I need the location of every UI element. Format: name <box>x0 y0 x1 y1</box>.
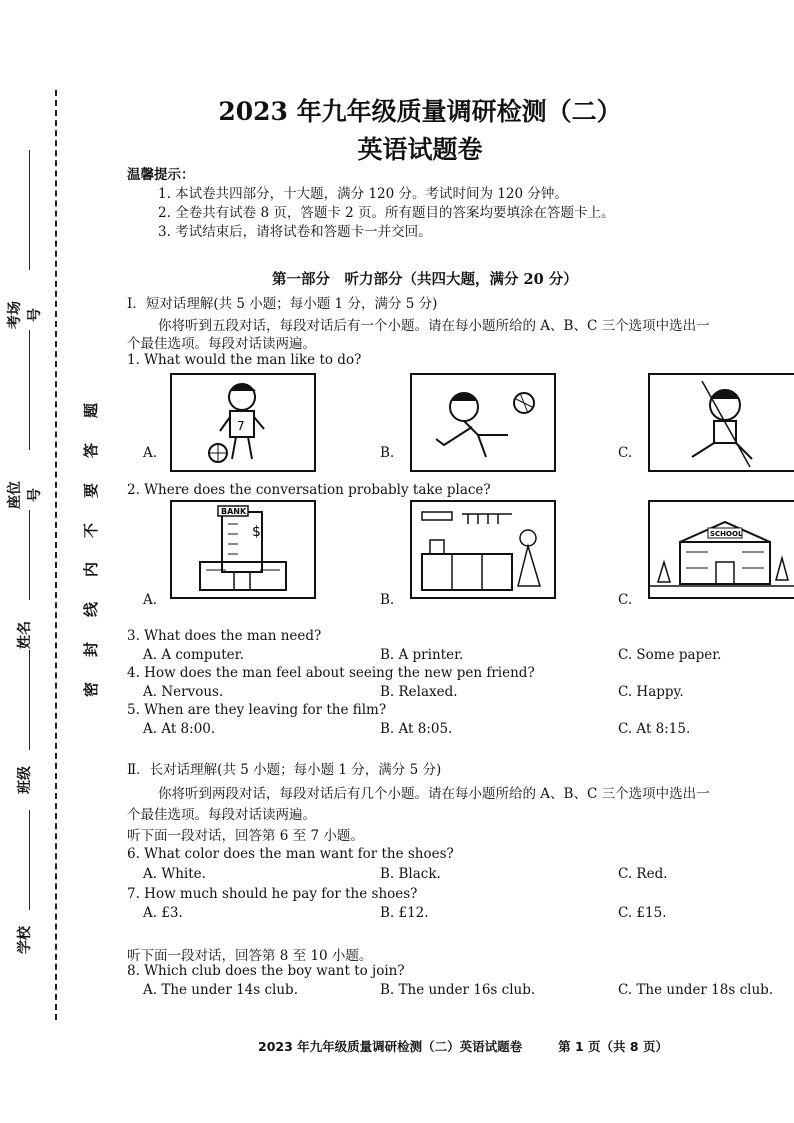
part1-title: 第一部分 听力部分（共四大题，满分 20 分） <box>272 271 578 288</box>
q2-option-b[interactable]: B. <box>380 592 395 608</box>
q2-picture-kitchen <box>410 500 556 599</box>
field-line-name <box>29 510 30 600</box>
q1-option-b[interactable]: B. <box>380 445 395 461</box>
q5-option-c[interactable]: C. At 8:15. <box>618 721 691 737</box>
q3-text: 3. What does the man need? <box>127 628 322 644</box>
svg-text:7: 7 <box>237 419 245 433</box>
q3-option-a[interactable]: A. A computer. <box>143 647 244 663</box>
listen-instruction: 听下面一段对话，回答第 8 至 10 小题。 <box>127 948 373 964</box>
exam-subtitle: 英语试题卷 <box>357 135 483 164</box>
seal-line-notice: 题 答 要 不 内 线 封 密 <box>82 402 101 697</box>
page-footer <box>258 1037 668 1055</box>
q5-text: 5. When are they leaving for the film? <box>127 702 387 718</box>
q1-picture-running <box>648 373 794 472</box>
q5-option-a[interactable]: A. At 8:00. <box>143 721 216 737</box>
tip-item: 2. 全卷共有试卷 8 页，答题卡 2 页。所有题目的答案均要填涂在答题卡上。 <box>158 205 615 221</box>
bank-sign: BANK <box>221 507 247 516</box>
q1-text: 1. What would the man like to do? <box>127 352 362 368</box>
tip-item: 3. 考试结束后，请将试卷和答题卡一并交回。 <box>158 224 432 240</box>
section1-heading: Ⅰ．短对话理解(共 5 小题；每小题 1 分，满分 5 分) <box>127 296 438 312</box>
field-line-class <box>29 650 30 750</box>
bank-building-icon <box>172 502 314 597</box>
basketball-player-icon <box>172 375 314 470</box>
q1-option-c[interactable]: C. <box>618 445 633 461</box>
section1-instruction: 个最佳选项。每段对话读两遍。 <box>127 336 316 352</box>
exam-title: 2023 年九年级质量调研检测（二） <box>218 97 622 126</box>
q1-picture-football <box>410 373 556 472</box>
q4-option-b[interactable]: B. Relaxed. <box>380 684 458 700</box>
footer-page-number: 第 1 页（共 8 页） <box>558 1039 668 1054</box>
field-label-school: 学校 <box>17 926 33 954</box>
q8-option-c[interactable]: C. The under 18s club. <box>618 982 774 998</box>
section2-instruction: 你将听到两段对话，每段对话后有几个小题。请在每小题所给的 A、B、C 三个选项中选出一 <box>158 786 710 802</box>
tips-heading: 温馨提示： <box>127 167 195 183</box>
q7-option-a[interactable]: A. £3. <box>143 905 183 921</box>
q4-text: 4. How does the man feel about seeing the new pen friend? <box>127 665 535 681</box>
section2-instruction: 个最佳选项。每段对话读两遍。 <box>127 807 316 823</box>
q2-picture-school <box>648 500 794 599</box>
q2-option-c[interactable]: C. <box>618 592 633 608</box>
q4-option-c[interactable]: C. Happy. <box>618 684 684 700</box>
kitchen-icon <box>412 502 554 597</box>
q7-text: 7. How much should he pay for the shoes? <box>127 886 418 902</box>
listen-instruction: 听下面一段对话，回答第 6 至 7 小题。 <box>127 828 364 844</box>
q2-picture-bank <box>170 500 316 599</box>
q1-option-a[interactable]: A. <box>143 445 158 461</box>
q6-option-c[interactable]: C. Red. <box>618 866 668 882</box>
section2-heading: Ⅱ．长对话理解(共 5 小题；每小题 1 分，满分 5 分) <box>127 762 442 778</box>
q6-option-a[interactable]: A. White. <box>143 866 206 882</box>
tip-item: 1. 本试卷共四部分，十大题，满分 120 分。考试时间为 120 分钟。 <box>158 186 568 202</box>
svg-text:$: $ <box>252 524 261 540</box>
field-line-seat <box>29 330 30 450</box>
section1-instruction: 你将听到五段对话，每段对话后有一个小题。请在每小题所给的 A、B、C 三个选项中选出一 <box>158 318 710 334</box>
binding-dashed-line <box>55 90 57 1020</box>
q8-option-b[interactable]: B. The under 16s club. <box>380 982 536 998</box>
q3-option-b[interactable]: B. A printer. <box>380 647 464 663</box>
q1-picture-basketball <box>170 373 316 472</box>
football-player-icon <box>412 375 554 470</box>
q7-option-b[interactable]: B. £12. <box>380 905 429 921</box>
q7-option-c[interactable]: C. £15. <box>618 905 667 921</box>
field-label-name: 姓名 <box>17 621 33 649</box>
school-sign: SCHOOL <box>710 530 743 538</box>
q8-option-a[interactable]: A. The under 14s club. <box>143 982 298 998</box>
field-line-exam-room <box>29 150 30 270</box>
footer-exam-name: 2023 年九年级质量调研检测（二）英语试题卷 <box>258 1039 523 1054</box>
q3-option-c[interactable]: C. Some paper. <box>618 647 722 663</box>
school-building-icon <box>650 502 794 597</box>
q2-option-a[interactable]: A. <box>143 592 158 608</box>
field-label-exam-room: 考场号 <box>7 301 43 329</box>
q2-text: 2. Where does the conversation probably take place? <box>127 482 491 498</box>
q6-text: 6. What color does the man want for the shoes? <box>127 846 454 862</box>
running-boy-icon <box>650 375 794 470</box>
q6-option-b[interactable]: B. Black. <box>380 866 441 882</box>
field-label-seat: 座位号 <box>7 481 43 509</box>
q8-text: 8. Which club does the boy want to join? <box>127 963 405 979</box>
q4-option-a[interactable]: A. Nervous. <box>143 684 224 700</box>
field-label-class: 班级 <box>17 766 33 794</box>
q5-option-b[interactable]: B. At 8:05. <box>380 721 453 737</box>
field-line-school <box>29 810 30 910</box>
